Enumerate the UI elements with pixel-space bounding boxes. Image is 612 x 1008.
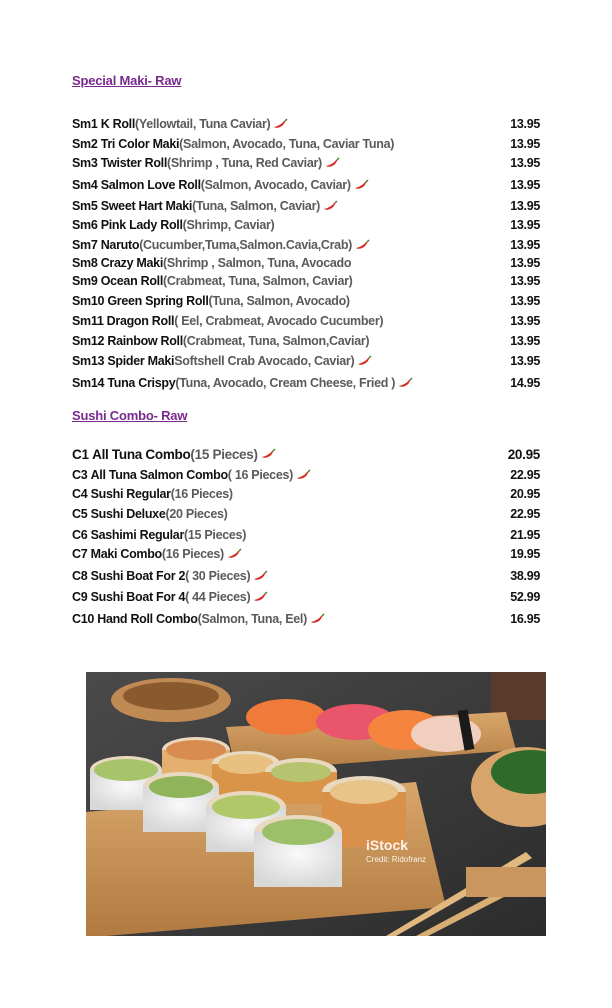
item-name: Green Spring Roll	[107, 294, 209, 308]
item-code: Sm10	[72, 294, 105, 308]
menu-item	[72, 271, 542, 291]
item-name: All Tuna Salmon Combo	[90, 468, 228, 482]
item-code: C6	[72, 528, 88, 542]
item-price: 13.95	[510, 334, 540, 348]
item-price: 20.95	[510, 487, 540, 501]
item-description: ( 16 Pieces)	[227, 468, 293, 482]
chili-pepper-icon	[309, 613, 325, 625]
item-name: Sushi Boat For 4	[90, 590, 186, 604]
menu-item	[72, 134, 542, 154]
item-description: Softshell Crab Avocado, Caviar)	[174, 354, 355, 368]
item-code: Sm7	[72, 238, 98, 252]
item-code: Sm12	[72, 334, 105, 348]
chili-pepper-icon	[354, 239, 370, 251]
menu-item	[72, 566, 542, 586]
chili-pepper-icon	[252, 570, 268, 582]
chili-pepper-icon	[322, 200, 338, 212]
item-code: C8	[72, 569, 88, 583]
menu-item	[72, 444, 542, 464]
menu-item	[72, 525, 542, 545]
item-description: (16 Pieces)	[170, 487, 233, 501]
item-name: Hand Roll Combo	[97, 612, 198, 626]
chili-pepper-icon	[397, 377, 413, 389]
item-description: (Crabmeat, Tuna, Salmon,Caviar)	[182, 334, 370, 348]
item-description: (Tuna, Salmon, Caviar)	[192, 199, 320, 213]
item-description: (Tuna, Avocado, Cream Cheese, Fried )	[175, 376, 396, 390]
item-name: Tri Color Maki	[100, 137, 180, 151]
item-price: 21.95	[510, 528, 540, 542]
item-description: (Shrimp , Tuna, Red Caviar)	[167, 156, 322, 170]
item-price: 38.99	[510, 569, 540, 583]
menu-item	[72, 235, 542, 255]
menu-item	[72, 484, 542, 504]
item-name: Tuna Crispy	[107, 376, 176, 390]
item-code: C1	[72, 446, 89, 462]
menu-item	[72, 175, 542, 195]
item-name: Sushi Boat For 2	[90, 569, 186, 583]
menu-item	[72, 153, 542, 173]
menu-item	[72, 215, 542, 235]
item-price: 13.95	[510, 238, 540, 252]
item-price: 13.95	[510, 218, 540, 232]
menu-item	[72, 331, 542, 351]
item-description: (Tuna, Salmon, Avocado)	[208, 294, 350, 308]
item-code: Sm2	[72, 137, 98, 151]
menu-item	[72, 311, 542, 331]
item-price: 14.95	[510, 376, 540, 390]
item-price: 13.95	[510, 314, 540, 328]
item-code: Sm4	[72, 178, 98, 192]
item-price: 13.95	[510, 117, 540, 131]
menu-item	[72, 465, 542, 485]
item-name: Maki Combo	[90, 547, 162, 561]
item-description: (Salmon, Tuna, Eel)	[197, 612, 307, 626]
photo-credit: Credit: Ridofranz	[366, 855, 427, 864]
item-description: (16 Pieces)	[161, 547, 224, 561]
chili-pepper-icon	[252, 591, 268, 603]
chili-pepper-icon	[272, 118, 288, 130]
section-title-special-maki: Special Maki- Raw	[72, 73, 182, 88]
item-description: (Salmon, Avocado, Caviar)	[200, 178, 351, 192]
item-description: (Shrimp , Salmon, Tuna, Avocado	[163, 256, 352, 270]
menu-item	[72, 609, 542, 629]
item-code: Sm3	[72, 156, 98, 170]
item-name: Spider Maki	[107, 354, 175, 368]
sushi-illustration	[86, 672, 546, 936]
item-name: Salmon Love Roll	[100, 178, 201, 192]
item-price: 52.99	[510, 590, 540, 604]
item-price: 13.95	[510, 178, 540, 192]
istock-watermark: iStock	[366, 837, 409, 853]
item-price: 22.95	[510, 507, 540, 521]
menu-item	[72, 504, 542, 524]
item-name: Twister Roll	[100, 156, 168, 170]
item-description: ( 44 Pieces)	[185, 590, 251, 604]
item-description: (Shrimp, Caviar)	[182, 218, 275, 232]
item-name: All Tuna Combo	[92, 446, 191, 462]
item-code: Sm8	[72, 256, 98, 270]
item-code: Sm13	[72, 354, 105, 368]
menu-item	[72, 544, 542, 564]
item-price: 13.95	[510, 256, 540, 270]
item-code: C9	[72, 590, 88, 604]
item-price: 16.95	[510, 612, 540, 626]
item-code: Sm14	[72, 376, 105, 390]
menu-item	[72, 253, 542, 273]
sushi-photo	[86, 672, 546, 936]
chili-pepper-icon	[226, 548, 242, 560]
item-description: (Cucumber,Tuma,Salmon.Cavia,Crab)	[139, 238, 353, 252]
item-description: ( 30 Pieces)	[185, 569, 251, 583]
item-name: Dragon Roll	[106, 314, 175, 328]
item-name: Ocean Roll	[100, 274, 163, 288]
item-code: Sm11	[72, 314, 104, 328]
menu-item	[72, 587, 542, 607]
item-name: Naruto	[100, 238, 140, 252]
item-name: K Roll	[100, 117, 136, 131]
item-price: 22.95	[510, 468, 540, 482]
item-name: Pink Lady Roll	[100, 218, 183, 232]
item-name: Rainbow Roll	[107, 334, 183, 348]
item-price: 13.95	[510, 199, 540, 213]
menu-item	[72, 373, 542, 393]
item-code: Sm1	[72, 117, 98, 131]
item-price: 13.95	[510, 156, 540, 170]
chili-pepper-icon	[295, 469, 311, 481]
item-price: 13.95	[510, 294, 540, 308]
chili-pepper-icon	[324, 157, 340, 169]
item-price: 19.95	[510, 547, 540, 561]
item-name: Crazy Maki	[100, 256, 164, 270]
chili-pepper-icon	[353, 179, 369, 191]
item-code: C5	[72, 507, 88, 521]
item-description: (20 Pieces)	[165, 507, 228, 521]
item-code: Sm5	[72, 199, 98, 213]
menu-item	[72, 351, 542, 371]
item-name: Sweet Hart Maki	[100, 199, 193, 213]
item-code: Sm6	[72, 218, 98, 232]
chili-pepper-icon	[356, 355, 372, 367]
item-price: 13.95	[510, 137, 540, 151]
item-code: C3	[72, 468, 88, 482]
chili-pepper-icon	[260, 448, 276, 460]
item-price: 13.95	[510, 274, 540, 288]
item-code: Sm9	[72, 274, 98, 288]
item-code: C10	[72, 612, 95, 626]
item-name: Sashimi Regular	[90, 528, 185, 542]
item-name: Sushi Deluxe	[90, 507, 166, 521]
item-description: (Yellowtail, Tuna Caviar)	[135, 117, 271, 131]
item-price: 20.95	[507, 446, 540, 462]
section-title-sushi-combo: Sushi Combo- Raw	[72, 408, 188, 423]
item-price: 13.95	[510, 354, 540, 368]
menu-item	[72, 291, 542, 311]
item-code: C7	[72, 547, 88, 561]
item-description: (Salmon, Avocado, Tuna, Caviar Tuna)	[179, 137, 395, 151]
menu-item	[72, 114, 542, 134]
item-description: (15 Pieces)	[184, 528, 247, 542]
item-description: (15 Pieces)	[190, 446, 258, 462]
item-description: (Crabmeat, Tuna, Salmon, Caviar)	[163, 274, 353, 288]
menu-item	[72, 196, 542, 216]
item-code: C4	[72, 487, 88, 501]
item-description: ( Eel, Crabmeat, Avocado Cucumber)	[174, 314, 384, 328]
item-name: Sushi Regular	[90, 487, 171, 501]
